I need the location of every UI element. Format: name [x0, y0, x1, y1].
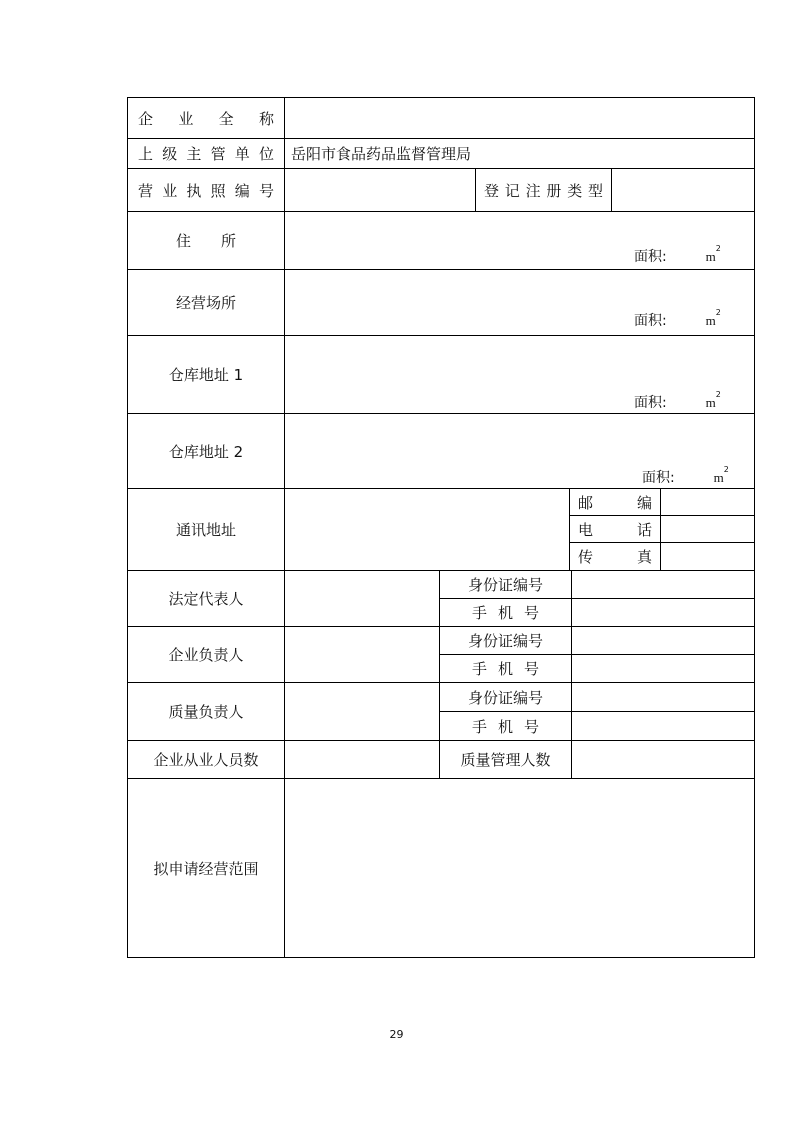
company-head-id-label: 身份证编号 — [467, 632, 543, 650]
quality-head-name-field[interactable] — [285, 683, 439, 740]
label-char: 话 — [636, 520, 652, 539]
staff-count-field[interactable] — [285, 741, 439, 778]
label-char: 业 — [178, 109, 194, 128]
license-no-label — [128, 169, 284, 211]
company-head-label: 企业负责人 — [168, 646, 244, 664]
label-char: 册 — [546, 181, 562, 200]
reg-type-label — [476, 169, 611, 211]
label-char: 号 — [523, 660, 539, 678]
company-name-field[interactable] — [285, 98, 754, 138]
business-site-label: 经营场所 — [175, 294, 236, 312]
label-char: 执 — [186, 181, 202, 200]
label-char: 企 — [138, 109, 154, 128]
reg-type-field[interactable] — [612, 169, 754, 211]
company-head-name-field[interactable] — [285, 627, 439, 682]
label-char: 业 — [162, 181, 178, 200]
business-site-field[interactable] — [285, 270, 754, 304]
business-site-area — [634, 310, 721, 330]
label-char: 上 — [138, 145, 154, 163]
supervisor-field[interactable]: 岳阳市食品药品监督管理局 — [291, 145, 472, 163]
mailing-address-label: 通讯地址 — [175, 521, 236, 539]
label-char: 住 — [175, 232, 191, 250]
legal-rep-mobile-field[interactable] — [572, 599, 754, 626]
legal-rep-name-field[interactable] — [285, 571, 439, 626]
page-number: 29 — [389, 1028, 404, 1041]
warehouse2-area — [642, 467, 729, 487]
label-char: 营 — [138, 181, 154, 200]
label-char: 主 — [186, 145, 202, 163]
label-char: 类 — [567, 181, 583, 200]
quality-head-mobile-label — [440, 712, 571, 740]
area-label: 面积: — [634, 313, 667, 329]
label-char: 注 — [525, 181, 541, 200]
company-head-mobile-field[interactable] — [572, 655, 754, 682]
legal-rep-id-label: 身份证编号 — [467, 576, 543, 594]
label-char: 管 — [210, 145, 226, 163]
residence-label — [128, 212, 284, 269]
quality-head-id-label: 身份证编号 — [467, 688, 543, 707]
license-no-field[interactable] — [285, 169, 475, 211]
quality-staff-count-field[interactable] — [572, 741, 754, 778]
area-unit: m — [705, 249, 716, 264]
area-label: 面积: — [634, 249, 667, 265]
label-char: 登 — [484, 181, 500, 200]
phone-label — [570, 516, 660, 542]
quality-head-label: 质量负责人 — [168, 703, 244, 721]
warehouse1-area — [634, 392, 721, 412]
business-scope-field[interactable] — [285, 779, 754, 957]
label-char: 单 — [234, 145, 250, 163]
legal-rep-mobile-label — [440, 599, 571, 626]
label-char: 所 — [221, 232, 237, 250]
residence-field[interactable] — [285, 212, 754, 242]
label-char: 机 — [497, 604, 513, 622]
label-char: 编 — [636, 493, 652, 512]
fax-field[interactable] — [661, 543, 754, 570]
area-label: 面积: — [642, 470, 675, 486]
table-border-bottom — [127, 957, 755, 958]
fax-label — [570, 543, 660, 570]
label-char: 照 — [210, 181, 226, 200]
company-head-id-field[interactable] — [572, 627, 754, 654]
residence-area — [634, 246, 721, 266]
warehouse1-field[interactable] — [285, 336, 754, 380]
warehouse2-field[interactable] — [285, 414, 754, 454]
label-char: 手 — [472, 660, 488, 678]
label-char: 机 — [497, 660, 513, 678]
company-head-mobile-label — [440, 655, 571, 682]
label-char: 真 — [636, 548, 652, 566]
area-unit-exponent: 2 — [715, 390, 721, 399]
label-char: 邮 — [578, 493, 594, 512]
table-border-right — [754, 97, 755, 958]
phone-field[interactable] — [661, 516, 754, 542]
label-char: 号 — [523, 717, 539, 736]
area-unit: m — [705, 313, 716, 328]
area-unit: m — [713, 470, 724, 485]
quality-head-mobile-field[interactable] — [572, 712, 754, 740]
quality-staff-count-label: 质量管理人数 — [460, 751, 551, 769]
label-char: 号 — [523, 604, 539, 622]
label-char: 号 — [258, 181, 274, 200]
legal-rep-label: 法定代表人 — [168, 590, 244, 608]
label-char: 手 — [472, 717, 488, 736]
label-char: 全 — [218, 109, 234, 128]
area-unit: m — [705, 395, 716, 410]
staff-count-label: 企业从业人员数 — [153, 751, 259, 769]
area-unit-exponent: 2 — [715, 308, 721, 317]
label-char: 编 — [234, 181, 250, 200]
label-char: 位 — [258, 145, 274, 163]
postcode-label — [570, 489, 660, 515]
supervisor-label — [128, 139, 284, 168]
label-char: 称 — [258, 109, 274, 128]
label-char: 传 — [578, 548, 594, 566]
area-label: 面积: — [634, 395, 667, 411]
business-scope-label: 拟申请经营范围 — [153, 859, 259, 878]
label-char: 级 — [162, 145, 178, 163]
label-char: 手 — [472, 604, 488, 622]
postcode-field[interactable] — [661, 489, 754, 515]
label-char: 机 — [497, 717, 513, 736]
warehouse1-label: 仓库地址 1 — [168, 366, 244, 384]
company-name-label — [128, 98, 284, 138]
quality-head-id-field[interactable] — [572, 683, 754, 711]
label-char: 电 — [578, 520, 594, 539]
warehouse2-label: 仓库地址 2 — [168, 442, 244, 461]
area-unit-exponent: 2 — [715, 244, 721, 253]
label-char: 记 — [504, 181, 520, 200]
area-unit-exponent: 2 — [723, 465, 729, 474]
label-char: 型 — [587, 181, 603, 200]
legal-rep-id-field[interactable] — [572, 571, 754, 598]
mailing-address-field[interactable] — [285, 489, 569, 570]
